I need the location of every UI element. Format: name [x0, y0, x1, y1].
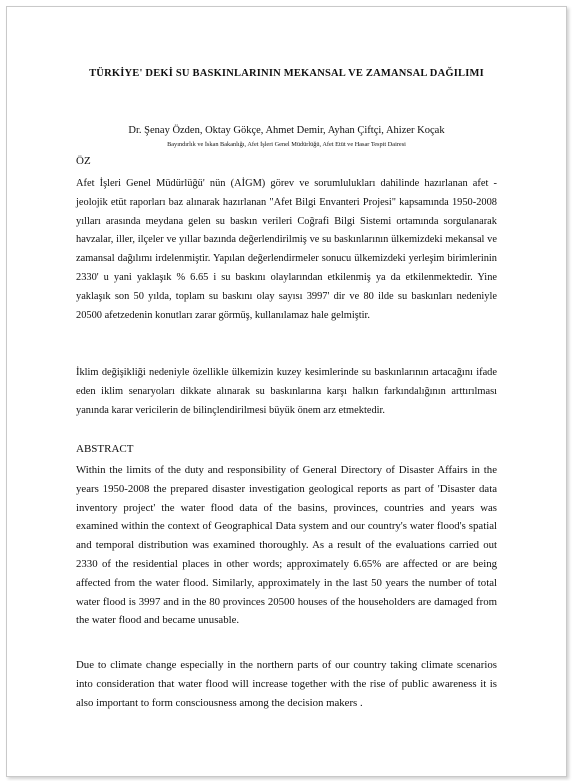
author-list: Dr. Şenay Özden, Oktay Gökçe, Ahmet Demir, Ayhan Çiftçi, Ahizer Koçak: [128, 125, 445, 136]
abstract-heading: ABSTRACT: [76, 443, 134, 455]
abstract-paragraph-2: Due to climate change especially in the northern parts of our country taking climate scenarios into consideration that water flood will increase together with the rise of public awareness it is also important to form consciousness among the decision makers .: [76, 659, 497, 709]
oz-paragraph-1: Afet İşleri Genel Müdürlüğü' nün (AİGM) görev ve sorumlulukları dahilinde hazırlanan afet - jeolojik etüt raporları baz alınarak hazırlanan "Afet Bilgi Envanteri Projesi" kapsamında 1950-2008 yılları arasında meydana gelen su baskın verileri Coğrafi Bilgi Sistemi ortamında sorgulanarak havzalar, iller, ilçeler ve yıllar bazında değerlendirilmiş ve su baskınlarının ülkemizdeki mekansal ve zamansal dağılımı irdelenmiştir. Yapılan değerlendirmeler sonucu ülkemizdeki yerleşim birimlerinin 2330' u yani yaklaşık % 6.65 i su baskını olaylarından etkilenmiş ya da etkilenmektedir. Yine yaklaşık son 50 yılda, toplam su baskını olay sayısı 3997' dir ve 80 ilde su baskınları nedeniyle 20500 afetzedenin konutları zarar görmüş, kullanılamaz hale gelmiştir.: [76, 178, 497, 321]
affiliation: Bayındırlık ve İskan Bakanlığı, Afet İşleri Genel Müdürlüğü, Afet Etüt ve Hasar Tespit Dairesi: [167, 141, 406, 148]
abstract-paragraph-1: Within the limits of the duty and responsibility of General Directory of Disaster Affairs in the years 1950-2008 the prepared disaster investigation geological reports as part of 'Disaster data inventory project' the water flood data of the basins, provinces, countries and years was examined within the context of Geographical Data system and our country's water flood's spatial and temporal distribution was examined thoroughly. As a result of the evaluations carried out 2330 of the residential places in other words; approximately 6.65% are affected or are being affected from the water flood. Similarly, approximately in the last 50 years the number of total water flood is 3997 and in the 80 provinces 20500 houses of the householders are damaged from the water flood and became unusable.: [76, 464, 497, 627]
oz-paragraph-2: İklim değişikliği nedeniyle özellikle ülkemizin kuzey kesimlerinde su baskınlarının artacağını ifade eden iklim senaryoları dikkate alınarak su baskınlarına karşı halkın farkındalığının arttırılması yanında karar vericilerin de bilinçlendirilmesi büyük önem arz etmektedir.: [76, 367, 497, 416]
paper-title: TÜRKİYE' DEKİ SU BASKINLARININ MEKANSAL VE ZAMANSAL DAĞILIMI: [89, 68, 484, 79]
oz-heading: ÖZ: [76, 155, 91, 167]
